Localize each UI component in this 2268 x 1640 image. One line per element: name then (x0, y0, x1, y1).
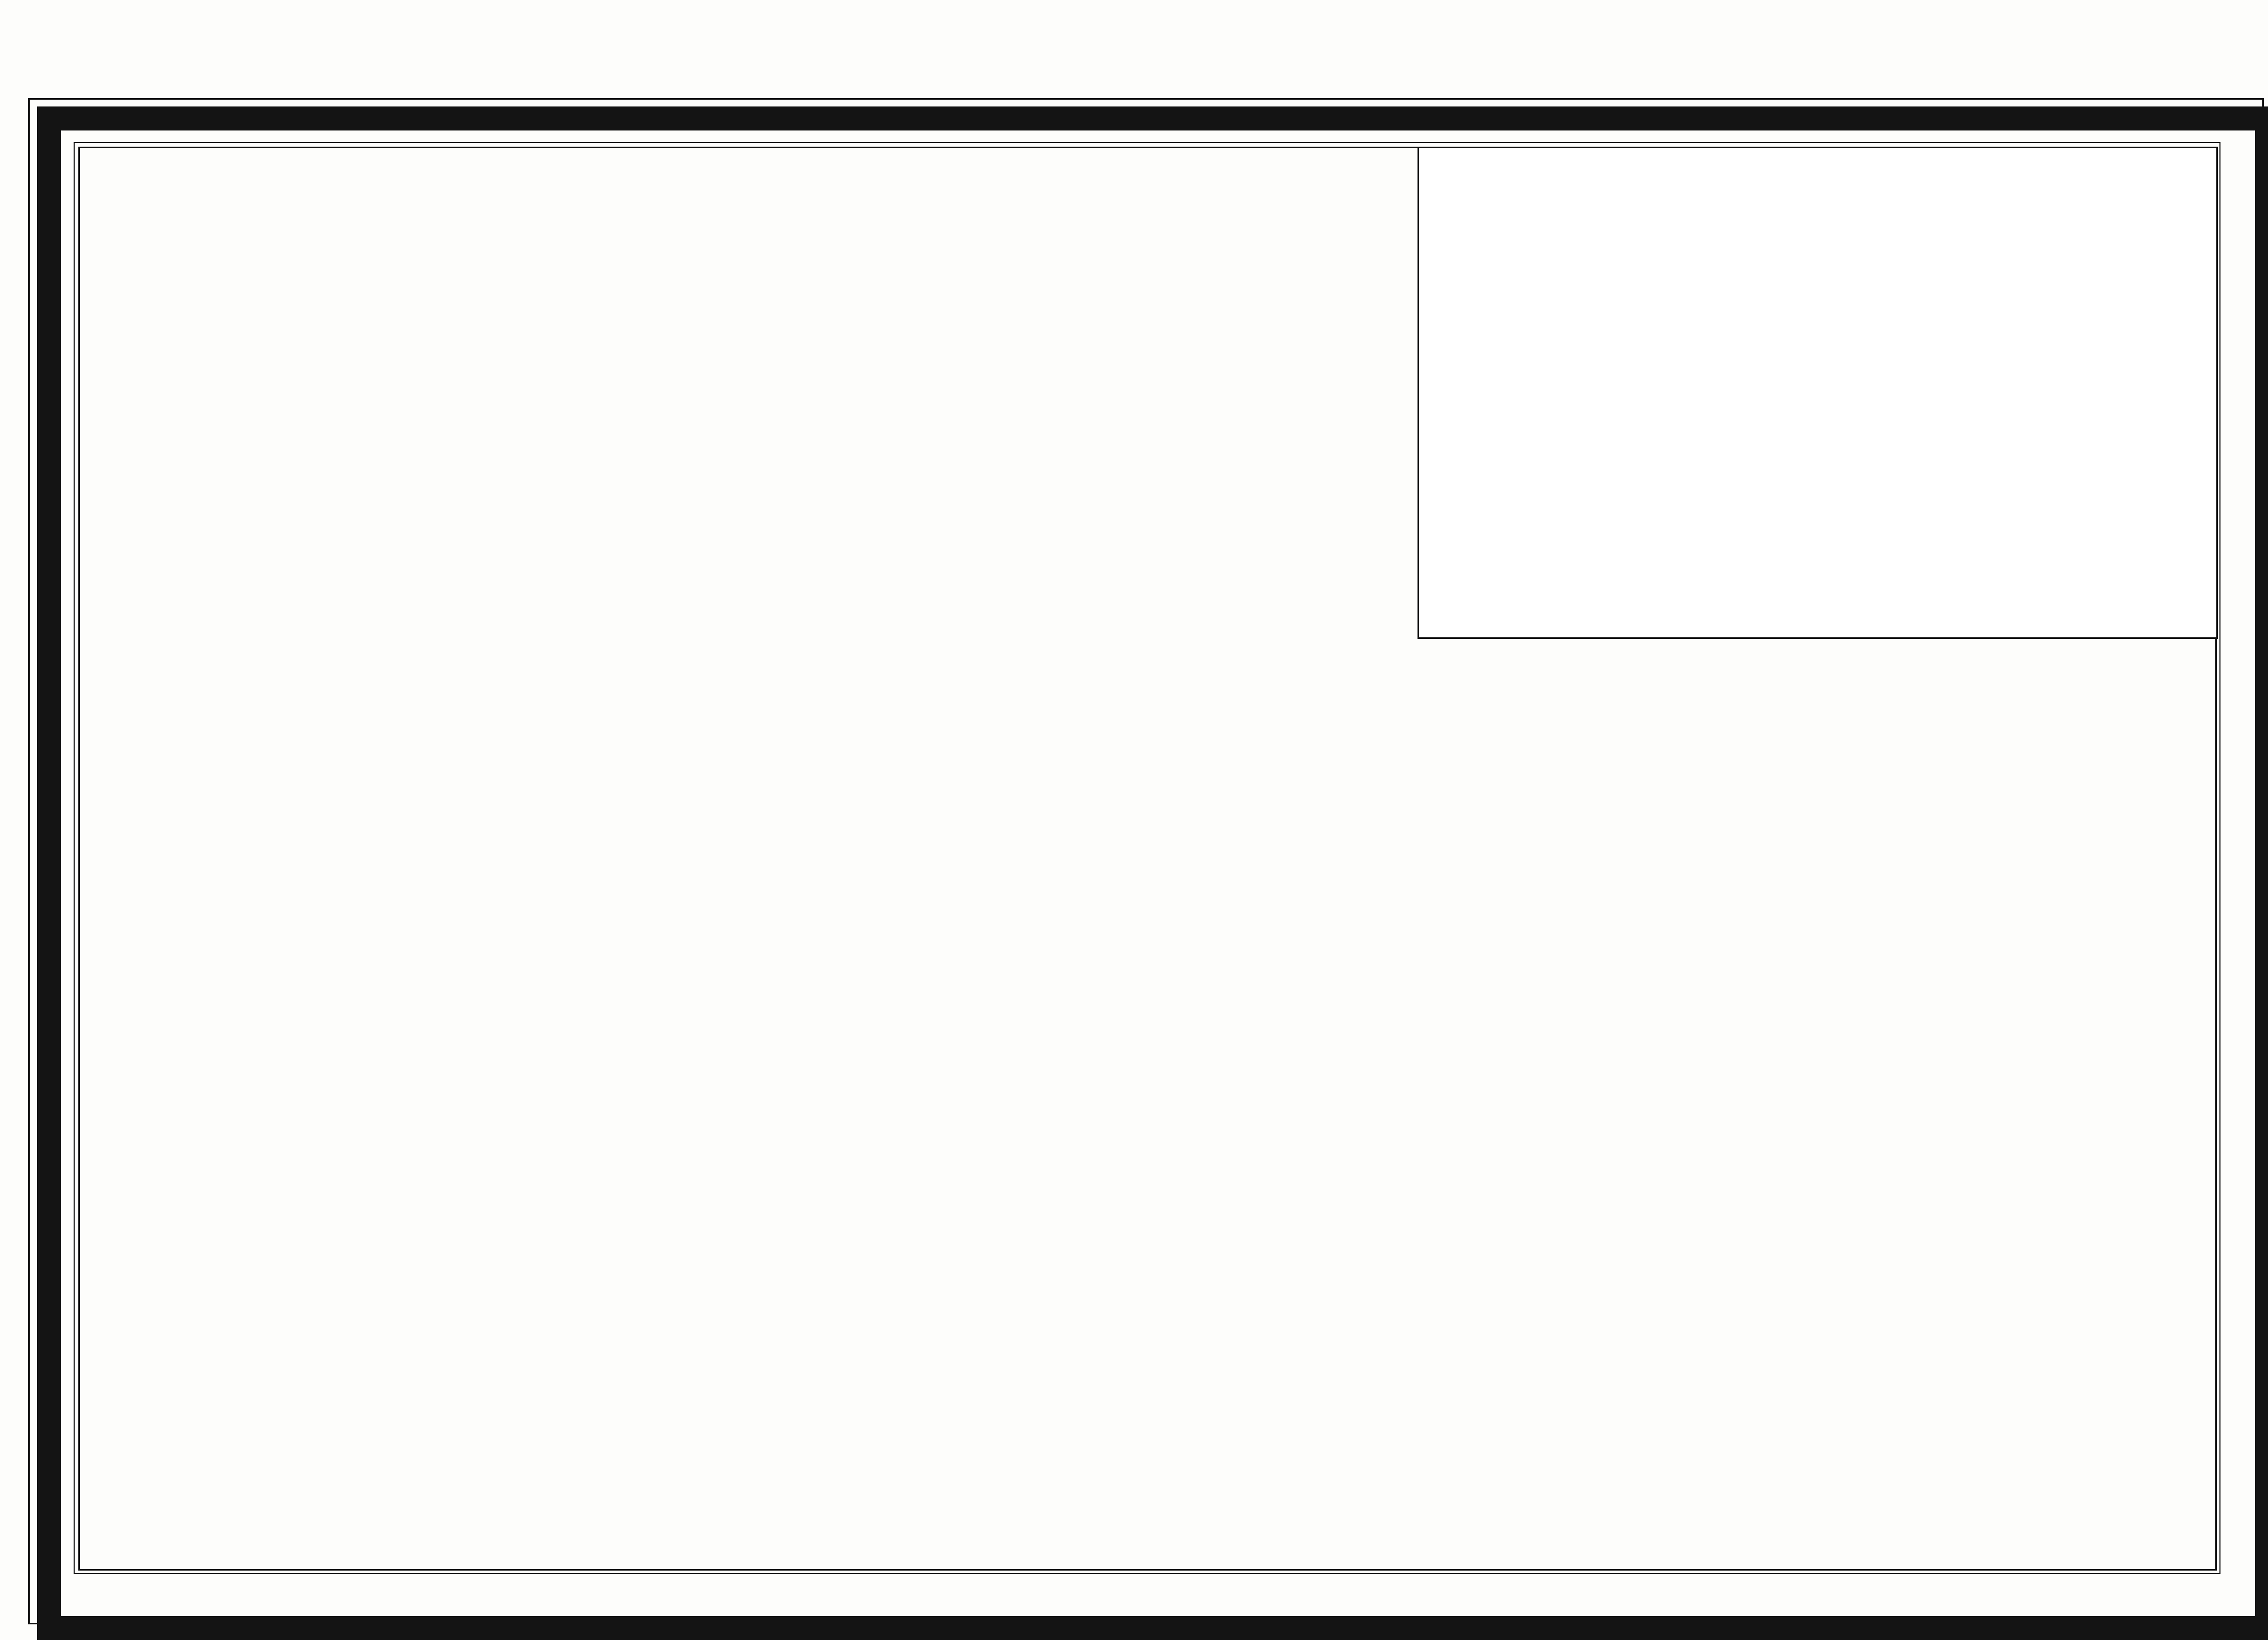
scale-bar (1419, 571, 2216, 634)
map-title-legend-box (1418, 147, 2218, 639)
red-strike-line-2 (1570, 496, 1581, 500)
russian-troops-red-box-symbol (1832, 441, 1877, 462)
